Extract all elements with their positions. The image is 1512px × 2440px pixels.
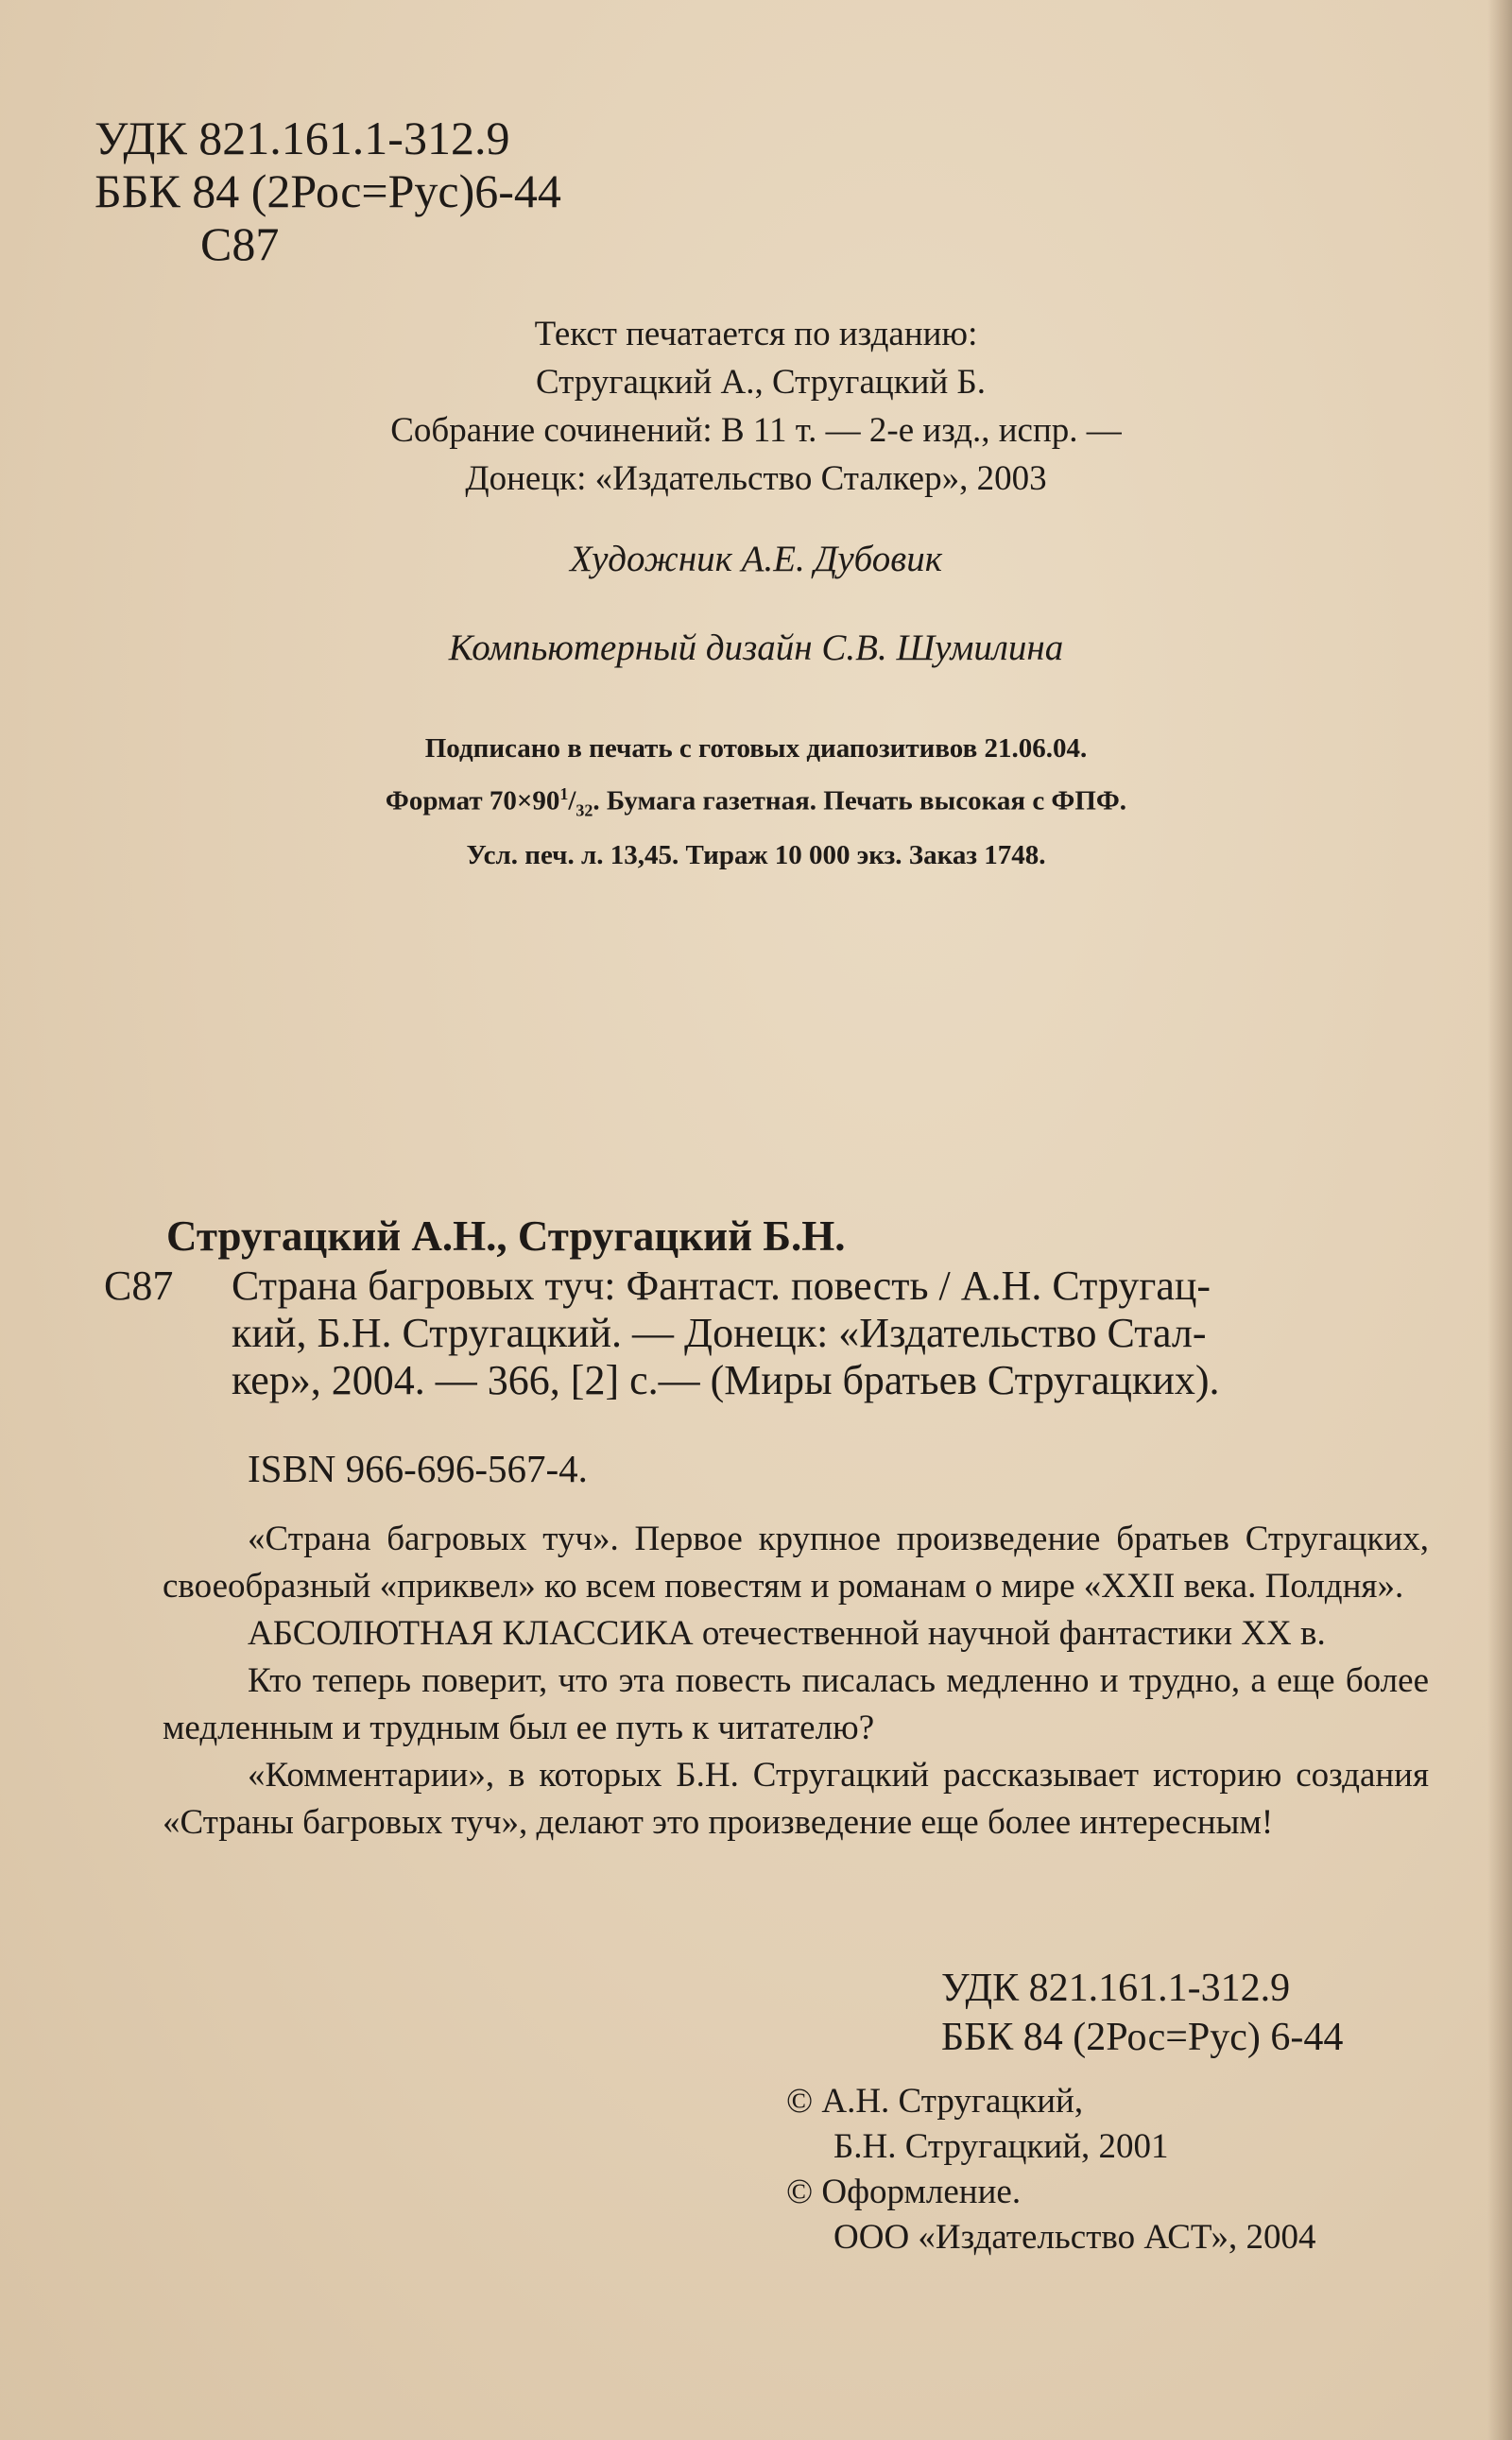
source-line: Стругацкий А., Стругацкий Б.: [535, 363, 987, 402]
print-line-signed: Подписано в печать с готовых диапозитивов 21.06.04.: [424, 733, 1088, 764]
copyright-line: Б.Н. Стругацкий, 2001: [833, 2127, 1169, 2166]
print-line-format: [0, 771, 1512, 833]
copyright-line: © А.Н. Стругацкий,: [786, 2082, 1084, 2121]
copyright-line: © Оформление.: [786, 2173, 1022, 2211]
record-code: С87: [104, 1263, 174, 1309]
bbk-code: ББК 84 (2Рос=Рус)6-44: [94, 164, 561, 217]
source-edition-block: [0, 310, 1512, 503]
copyright-line: ООО «Издательство АСТ», 2004: [833, 2218, 1316, 2257]
annotation: [163, 1516, 1429, 1847]
artist-credit: Художник А.Е. Дубовик: [570, 539, 942, 579]
print-details: [0, 726, 1512, 878]
source-line: Текст печатается по изданию:: [534, 315, 978, 353]
record-authors: Стругацкий А.Н., Стругацкий Б.Н.: [166, 1212, 846, 1260]
udk-code: УДК 821.161.1-312.9: [941, 1967, 1291, 2010]
print-line-run: Усл. печ. л. 13,45. Тираж 10 000 экз. Заказ 1748.: [466, 840, 1046, 871]
copyright-block: [786, 2079, 1316, 2260]
source-line: Собрание сочинений: В 11 т. — 2-е изд., испр. —: [390, 411, 1122, 450]
footer-classification-codes: [941, 1964, 1343, 2062]
annotation-paragraph: «Страна багровых туч». Первое крупное произведение братьев Стругацких, своеобразный «приквел» ко всем повестям и романам о мире «XXII века. Полдня».: [163, 1520, 1429, 1606]
format-sup: 1: [559, 784, 569, 803]
bibliographic-record: [104, 1212, 1427, 1404]
format-text: Формат 70×90: [385, 785, 560, 816]
udk-code: УДК 821.161.1-312.9: [94, 112, 510, 164]
bbk-code: ББК 84 (2Рос=Рус) 6-44: [941, 2016, 1344, 2059]
record-line: кер», 2004. — 366, [2] с.— (Миры братьев Стругацких).: [232, 1357, 1220, 1403]
annotation-paragraph: «Комментарии», в которых Б.Н. Стругацкий рассказывает историю создания «Страны багровых туч», делают это произведение еще более интересным!: [163, 1756, 1429, 1842]
annotation-paragraph: АБСОЛЮТНАЯ КЛАССИКА отечественной научной фантастики XX в.: [248, 1614, 1326, 1653]
record-line: кий, Б.Н. Стругацкий. — Донецк: «Издательство Стал-: [232, 1310, 1207, 1356]
designer-credit: Компьютерный дизайн С.В. Шумилина: [448, 627, 1064, 668]
header-classification-codes: [94, 112, 561, 270]
isbn: ISBN 966-696-567-4.: [248, 1447, 588, 1490]
source-line: Донецк: «Издательство Сталкер», 2003: [465, 459, 1047, 498]
format-sub: 32: [576, 800, 593, 820]
paper-text: . Бумага газетная. Печать высокая с ФПФ.: [593, 785, 1127, 816]
author-mark: С87: [200, 217, 280, 270]
format-slash: /: [568, 785, 576, 816]
record-first-row: [104, 1263, 1427, 1310]
record-line: Страна багровых туч: Фантаст. повесть / А.Н. Стругац-: [232, 1263, 1211, 1309]
annotation-paragraph: Кто теперь поверит, что эта повесть писалась медленно и трудно, а еще более медленным и трудным был ее путь к читателю?: [163, 1661, 1429, 1747]
